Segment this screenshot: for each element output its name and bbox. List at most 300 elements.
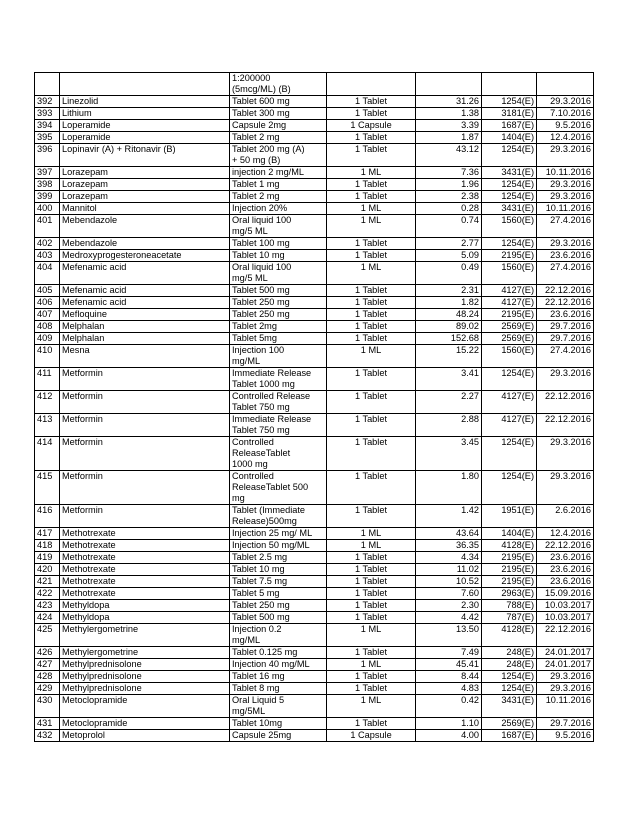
table-row: [35, 391, 594, 414]
drug-name-cell: Methylergometrine: [60, 647, 230, 659]
table-row: [35, 333, 594, 345]
dosage-form-cell: Tablet 2mg: [230, 321, 327, 333]
price-cell: 8.44: [416, 671, 482, 683]
unit-cell: 1 Tablet: [327, 505, 416, 528]
date-cell: 29.7.2016: [537, 718, 594, 730]
dosage-form-cell: Tablet 100 mg: [230, 238, 327, 250]
date-cell: 23.6.2016: [537, 309, 594, 321]
unit-cell: 1 Capsule: [327, 730, 416, 742]
price-cell: 36.35: [416, 540, 482, 552]
table-row: [35, 471, 594, 505]
unit-cell: 1 ML: [327, 345, 416, 368]
notification-cell: 4127(E): [482, 391, 537, 414]
table-row: [35, 191, 594, 203]
date-cell: 29.7.2016: [537, 333, 594, 345]
table-row: [35, 576, 594, 588]
dosage-form-cell: Oral Liquid 5 mg/5ML: [230, 695, 327, 718]
drug-name-cell: Lopinavir (A) + Ritonavir (B): [60, 144, 230, 167]
unit-cell: 1 Tablet: [327, 285, 416, 297]
notification-cell: 4128(E): [482, 624, 537, 647]
date-cell: 29.3.2016: [537, 96, 594, 108]
date-cell: 22.12.2016: [537, 391, 594, 414]
notification-cell: [482, 73, 537, 96]
unit-cell: 1 Tablet: [327, 144, 416, 167]
drug-name-cell: Loperamide: [60, 132, 230, 144]
price-cell: 0.49: [416, 262, 482, 285]
table-row: [35, 297, 594, 309]
drug-name-cell: Mefenamic acid: [60, 285, 230, 297]
dosage-form-cell: Tablet 10 mg: [230, 564, 327, 576]
unit-cell: 1 Tablet: [327, 647, 416, 659]
unit-cell: 1 Tablet: [327, 391, 416, 414]
table-row: [35, 612, 594, 624]
serial-number-cell: 406: [35, 297, 60, 309]
unit-cell: 1 Tablet: [327, 437, 416, 471]
unit-cell: 1 Tablet: [327, 238, 416, 250]
price-cell: 4.42: [416, 612, 482, 624]
price-cell: 1.38: [416, 108, 482, 120]
notification-cell: 1254(E): [482, 191, 537, 203]
notification-cell: 2569(E): [482, 333, 537, 345]
dosage-form-cell: Tablet 8 mg: [230, 683, 327, 695]
serial-number-cell: 410: [35, 345, 60, 368]
date-cell: 9.5.2016: [537, 730, 594, 742]
price-cell: 7.49: [416, 647, 482, 659]
drug-name-cell: Methylprednisolone: [60, 659, 230, 671]
price-cell: 89.02: [416, 321, 482, 333]
notification-cell: 2569(E): [482, 321, 537, 333]
unit-cell: 1 Tablet: [327, 368, 416, 391]
price-cell: 3.45: [416, 437, 482, 471]
drug-name-cell: Mefenamic acid: [60, 297, 230, 309]
date-cell: 9.5.2016: [537, 120, 594, 132]
notification-cell: 1560(E): [482, 262, 537, 285]
dosage-form-cell: Controlled ReleaseTablet 1000 mg: [230, 437, 327, 471]
table-row: [35, 120, 594, 132]
dosage-form-cell: Oral liquid 100 mg/5 ML: [230, 215, 327, 238]
serial-number-cell: 430: [35, 695, 60, 718]
serial-number-cell: 420: [35, 564, 60, 576]
dosage-form-cell: Injection 25 mg/ ML: [230, 528, 327, 540]
date-cell: 29.3.2016: [537, 238, 594, 250]
price-cell: 4.00: [416, 730, 482, 742]
drug-name-cell: Methyldopa: [60, 600, 230, 612]
dosage-form-cell: Tablet 300 mg: [230, 108, 327, 120]
notification-cell: 2569(E): [482, 718, 537, 730]
drug-price-table: [34, 72, 594, 742]
dosage-form-cell: Tablet 250 mg: [230, 600, 327, 612]
serial-number-cell: 412: [35, 391, 60, 414]
drug-name-cell: Metoclopramide: [60, 695, 230, 718]
notification-cell: 4127(E): [482, 414, 537, 437]
price-cell: [416, 73, 482, 96]
unit-cell: 1 Tablet: [327, 552, 416, 564]
table-row: [35, 345, 594, 368]
table-row: [35, 167, 594, 179]
date-cell: 22.12.2016: [537, 297, 594, 309]
table-row: [35, 505, 594, 528]
dosage-form-cell: Tablet 2.5 mg: [230, 552, 327, 564]
date-cell: 12.4.2016: [537, 132, 594, 144]
drug-name-cell: Metoprolol: [60, 730, 230, 742]
unit-cell: 1 ML: [327, 659, 416, 671]
serial-number-cell: 411: [35, 368, 60, 391]
table-row: [35, 368, 594, 391]
serial-number-cell: 404: [35, 262, 60, 285]
unit-cell: 1 Tablet: [327, 309, 416, 321]
table-row: [35, 96, 594, 108]
date-cell: 10.03.2017: [537, 600, 594, 612]
dosage-form-cell: Tablet 5mg: [230, 333, 327, 345]
drug-name-cell: Lorazepam: [60, 179, 230, 191]
date-cell: 29.3.2016: [537, 191, 594, 203]
unit-cell: 1 Tablet: [327, 612, 416, 624]
notification-cell: 2195(E): [482, 250, 537, 262]
serial-number-cell: 394: [35, 120, 60, 132]
drug-name-cell: Mannitol: [60, 203, 230, 215]
date-cell: 24.01.2017: [537, 659, 594, 671]
notification-cell: 1951(E): [482, 505, 537, 528]
drug-name-cell: Methotrexate: [60, 528, 230, 540]
serial-number-cell: 429: [35, 683, 60, 695]
notification-cell: 2195(E): [482, 576, 537, 588]
price-cell: 31.26: [416, 96, 482, 108]
unit-cell: 1 Tablet: [327, 321, 416, 333]
dosage-form-cell: Injection 100 mg/ML: [230, 345, 327, 368]
notification-cell: 1254(E): [482, 368, 537, 391]
drug-name-cell: Metformin: [60, 505, 230, 528]
serial-number-cell: 425: [35, 624, 60, 647]
table-row: [35, 718, 594, 730]
serial-number-cell: 407: [35, 309, 60, 321]
price-cell: 2.38: [416, 191, 482, 203]
unit-cell: 1 Tablet: [327, 96, 416, 108]
drug-name-cell: Methylprednisolone: [60, 683, 230, 695]
unit-cell: 1 Tablet: [327, 671, 416, 683]
price-cell: 1.96: [416, 179, 482, 191]
date-cell: 29.3.2016: [537, 683, 594, 695]
unit-cell: 1 Tablet: [327, 250, 416, 262]
price-cell: 1.42: [416, 505, 482, 528]
date-cell: 29.3.2016: [537, 144, 594, 167]
unit-cell: 1 Tablet: [327, 297, 416, 309]
serial-number-cell: 408: [35, 321, 60, 333]
date-cell: 29.3.2016: [537, 368, 594, 391]
unit-cell: 1 Tablet: [327, 588, 416, 600]
notification-cell: 788(E): [482, 600, 537, 612]
dosage-form-cell: Tablet 7.5 mg: [230, 576, 327, 588]
table-row: [35, 540, 594, 552]
price-cell: 0.74: [416, 215, 482, 238]
date-cell: 10.11.2016: [537, 203, 594, 215]
serial-number-cell: 401: [35, 215, 60, 238]
drug-name-cell: Lorazepam: [60, 191, 230, 203]
drug-name-cell: Metformin: [60, 391, 230, 414]
serial-number-cell: 400: [35, 203, 60, 215]
date-cell: 7.10.2016: [537, 108, 594, 120]
drug-name-cell: Metformin: [60, 471, 230, 505]
serial-number-cell: 421: [35, 576, 60, 588]
unit-cell: [327, 73, 416, 96]
unit-cell: 1 ML: [327, 262, 416, 285]
dosage-form-cell: Injection 20%: [230, 203, 327, 215]
drug-name-cell: Mefenamic acid: [60, 262, 230, 285]
date-cell: 10.11.2016: [537, 695, 594, 718]
dosage-form-cell: Immediate Release Tablet 1000 mg: [230, 368, 327, 391]
price-cell: 15.22: [416, 345, 482, 368]
unit-cell: 1 ML: [327, 215, 416, 238]
unit-cell: 1 Tablet: [327, 132, 416, 144]
dosage-form-cell: Capsule 25mg: [230, 730, 327, 742]
price-cell: 48.24: [416, 309, 482, 321]
price-cell: 3.41: [416, 368, 482, 391]
table-row: [35, 132, 594, 144]
notification-cell: 1560(E): [482, 215, 537, 238]
drug-name-cell: Loperamide: [60, 120, 230, 132]
dosage-form-cell: Tablet 500 mg: [230, 612, 327, 624]
notification-cell: 1254(E): [482, 179, 537, 191]
serial-number-cell: 393: [35, 108, 60, 120]
notification-cell: 1560(E): [482, 345, 537, 368]
unit-cell: 1 Capsule: [327, 120, 416, 132]
dosage-form-cell: Tablet 600 mg: [230, 96, 327, 108]
date-cell: 10.11.2016: [537, 167, 594, 179]
drug-name-cell: Methotrexate: [60, 540, 230, 552]
notification-cell: 3431(E): [482, 695, 537, 718]
dosage-form-cell: Tablet 250 mg: [230, 309, 327, 321]
price-cell: 2.77: [416, 238, 482, 250]
table-row: [35, 695, 594, 718]
notification-cell: 1404(E): [482, 132, 537, 144]
dosage-form-cell: Tablet 250 mg: [230, 297, 327, 309]
table-row: [35, 414, 594, 437]
drug-name-cell: Mefloquine: [60, 309, 230, 321]
dosage-form-cell: Tablet 16 mg: [230, 671, 327, 683]
serial-number-cell: 423: [35, 600, 60, 612]
serial-number-cell: 417: [35, 528, 60, 540]
drug-name-cell: Lithium: [60, 108, 230, 120]
unit-cell: 1 Tablet: [327, 333, 416, 345]
unit-cell: 1 Tablet: [327, 414, 416, 437]
date-cell: 27.4.2016: [537, 262, 594, 285]
drug-name-cell: Methotrexate: [60, 576, 230, 588]
date-cell: 29.7.2016: [537, 321, 594, 333]
date-cell: 22.12.2016: [537, 540, 594, 552]
drug-name-cell: Melphalan: [60, 321, 230, 333]
table-row: [35, 624, 594, 647]
serial-number-cell: 419: [35, 552, 60, 564]
serial-number-cell: 414: [35, 437, 60, 471]
serial-number-cell: 405: [35, 285, 60, 297]
price-cell: 2.27: [416, 391, 482, 414]
table-row: [35, 108, 594, 120]
serial-number-cell: 427: [35, 659, 60, 671]
table-row: [35, 730, 594, 742]
table-row: [35, 671, 594, 683]
unit-cell: 1 Tablet: [327, 179, 416, 191]
date-cell: 27.4.2016: [537, 215, 594, 238]
date-cell: 23.6.2016: [537, 250, 594, 262]
date-cell: 29.3.2016: [537, 671, 594, 683]
unit-cell: 1 Tablet: [327, 718, 416, 730]
price-cell: 45.41: [416, 659, 482, 671]
price-cell: 7.36: [416, 167, 482, 179]
dosage-form-cell: Injection 50 mg/ML: [230, 540, 327, 552]
serial-number-cell: 396: [35, 144, 60, 167]
notification-cell: 248(E): [482, 647, 537, 659]
notification-cell: 2195(E): [482, 564, 537, 576]
unit-cell: 1 ML: [327, 203, 416, 215]
table-row: [35, 285, 594, 297]
date-cell: [537, 73, 594, 96]
notification-cell: 4127(E): [482, 285, 537, 297]
unit-cell: 1 Tablet: [327, 108, 416, 120]
price-cell: 43.64: [416, 528, 482, 540]
table-row: [35, 564, 594, 576]
serial-number-cell: 403: [35, 250, 60, 262]
serial-number-cell: 398: [35, 179, 60, 191]
serial-number-cell: 402: [35, 238, 60, 250]
drug-name-cell: Metformin: [60, 437, 230, 471]
drug-name-cell: Methotrexate: [60, 564, 230, 576]
unit-cell: 1 ML: [327, 167, 416, 179]
date-cell: 29.3.2016: [537, 471, 594, 505]
unit-cell: 1 Tablet: [327, 471, 416, 505]
notification-cell: 1254(E): [482, 238, 537, 250]
notification-cell: 1254(E): [482, 96, 537, 108]
drug-name-cell: Linezolid: [60, 96, 230, 108]
date-cell: 29.3.2016: [537, 179, 594, 191]
notification-cell: 1254(E): [482, 437, 537, 471]
unit-cell: 1 Tablet: [327, 191, 416, 203]
date-cell: 10.03.2017: [537, 612, 594, 624]
drug-name-cell: Medroxyprogesteroneacetate: [60, 250, 230, 262]
dosage-form-cell: Tablet 10mg: [230, 718, 327, 730]
dosage-form-cell: Injection 0.2 mg/ML: [230, 624, 327, 647]
table-row: [35, 215, 594, 238]
drug-name-cell: Metformin: [60, 368, 230, 391]
table-row: [35, 647, 594, 659]
table-row: [35, 552, 594, 564]
dosage-form-cell: injection 2 mg/ML: [230, 167, 327, 179]
dosage-form-cell: Tablet 2 mg: [230, 132, 327, 144]
unit-cell: 1 Tablet: [327, 600, 416, 612]
serial-number-cell: 426: [35, 647, 60, 659]
price-cell: 1.80: [416, 471, 482, 505]
notification-cell: 248(E): [482, 659, 537, 671]
price-cell: 152.68: [416, 333, 482, 345]
table-row: [35, 321, 594, 333]
dosage-form-cell: Tablet 5 mg: [230, 588, 327, 600]
serial-number-cell: 428: [35, 671, 60, 683]
price-cell: 5.09: [416, 250, 482, 262]
drug-name-cell: Methotrexate: [60, 552, 230, 564]
drug-name-cell: [60, 73, 230, 96]
dosage-form-cell: Tablet 200 mg (A) + 50 mg (B): [230, 144, 327, 167]
notification-cell: 1404(E): [482, 528, 537, 540]
dosage-form-cell: Controlled ReleaseTablet 500 mg: [230, 471, 327, 505]
price-cell: 3.39: [416, 120, 482, 132]
dosage-form-cell: Oral liquid 100 mg/5 ML: [230, 262, 327, 285]
price-cell: 4.34: [416, 552, 482, 564]
drug-name-cell: Methylergometrine: [60, 624, 230, 647]
table-row: [35, 250, 594, 262]
dosage-form-cell: Tablet 500 mg: [230, 285, 327, 297]
table-row: [35, 262, 594, 285]
notification-cell: 3431(E): [482, 203, 537, 215]
dosage-form-cell: 1:200000 (5mcg/ML) (B): [230, 73, 327, 96]
price-cell: 4.83: [416, 683, 482, 695]
price-cell: 7.60: [416, 588, 482, 600]
drug-name-cell: Metformin: [60, 414, 230, 437]
unit-cell: 1 ML: [327, 695, 416, 718]
date-cell: 22.12.2016: [537, 624, 594, 647]
dosage-form-cell: Tablet 2 mg: [230, 191, 327, 203]
unit-cell: 1 Tablet: [327, 576, 416, 588]
drug-name-cell: Metoclopramide: [60, 718, 230, 730]
price-cell: 0.28: [416, 203, 482, 215]
table-row: [35, 683, 594, 695]
date-cell: 23.6.2016: [537, 576, 594, 588]
dosage-form-cell: Tablet (Immediate Release)500mg: [230, 505, 327, 528]
table-row: [35, 203, 594, 215]
notification-cell: 3181(E): [482, 108, 537, 120]
table-row: [35, 309, 594, 321]
table-row: [35, 600, 594, 612]
table-row: [35, 588, 594, 600]
table-row: [35, 73, 594, 96]
notification-cell: 4128(E): [482, 540, 537, 552]
table-row: [35, 659, 594, 671]
notification-cell: 2195(E): [482, 552, 537, 564]
notification-cell: 787(E): [482, 612, 537, 624]
dosage-form-cell: Injection 40 mg/ML: [230, 659, 327, 671]
price-cell: 1.82: [416, 297, 482, 309]
notification-cell: 1687(E): [482, 730, 537, 742]
serial-number-cell: [35, 73, 60, 96]
serial-number-cell: 416: [35, 505, 60, 528]
date-cell: 23.6.2016: [537, 552, 594, 564]
date-cell: 29.3.2016: [537, 437, 594, 471]
unit-cell: 1 Tablet: [327, 564, 416, 576]
dosage-form-cell: Capsule 2mg: [230, 120, 327, 132]
date-cell: 24.01.2017: [537, 647, 594, 659]
price-cell: 13.50: [416, 624, 482, 647]
notification-cell: 4127(E): [482, 297, 537, 309]
price-cell: 1.87: [416, 132, 482, 144]
drug-name-cell: Mebendazole: [60, 238, 230, 250]
serial-number-cell: 399: [35, 191, 60, 203]
date-cell: 27.4.2016: [537, 345, 594, 368]
drug-name-cell: Melphalan: [60, 333, 230, 345]
dosage-form-cell: Tablet 1 mg: [230, 179, 327, 191]
unit-cell: 1 ML: [327, 540, 416, 552]
dosage-form-cell: Controlled Release Tablet 750 mg: [230, 391, 327, 414]
price-cell: 2.30: [416, 600, 482, 612]
price-cell: 10.52: [416, 576, 482, 588]
notification-cell: 3431(E): [482, 167, 537, 179]
table-row: [35, 179, 594, 191]
drug-name-cell: Mesna: [60, 345, 230, 368]
serial-number-cell: 431: [35, 718, 60, 730]
serial-number-cell: 413: [35, 414, 60, 437]
price-cell: 2.88: [416, 414, 482, 437]
notification-cell: 1254(E): [482, 144, 537, 167]
date-cell: 2.6.2016: [537, 505, 594, 528]
notification-cell: 1254(E): [482, 471, 537, 505]
price-cell: 1.10: [416, 718, 482, 730]
date-cell: 22.12.2016: [537, 414, 594, 437]
